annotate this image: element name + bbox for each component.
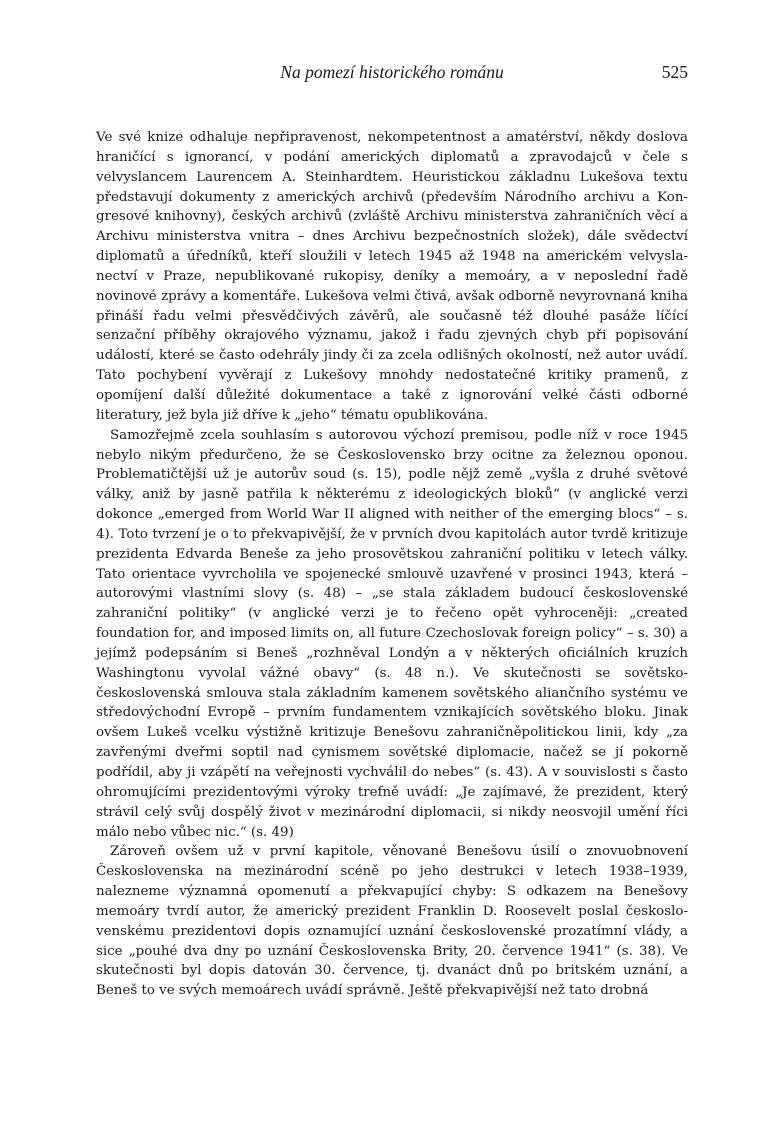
paragraph: Samozřejmě zcela souhlasím s autorovou výchozí premisou, podle níž v roce 1945 nebylo nikým předurčeno, že se Československo brzy ocitne za železnou oponou. Problematičtější už je autorův soud (s. 15), podle nějž země „vyšla z druhé světové války, aniž by jasně patřila k některému z ideologických bloků“ (v anglické verzi dokonce „emerged from World War II aligned with neither of the emerging blocs“ – s. 4). Toto tvrzení je o to překvapivější, že v prvních dvou kapitolách autor tvrdě kritizuje prezidenta Edvarda Beneše za jeho prosovětskou zahraniční politiku v letech války. Tato orientace vyvrcholila ve spojenecké smlouvě uzavřené v prosinci 1943, která – autorovými vlastními slovy (s. 48) – „se stala základem budoucí československé zahraniční politiky“ (v anglické verzi je to řečeno opět vyhroceněji: „created foundation for, and imposed limits on, all future Czechoslovak foreign policy“ – s. 30) a jejímž podepsáním si Beneš „rozhněval Londýn a v některých oficiálních kruzích Washingtonu vyvolal vážné obavy“ (s. 48 n.). Ve skutečnosti se sovětsko-československá smlouva stala základním kamenem sovětského aliančního systému ve středovýchodní Evropě – prvním fundamentem vznikajících sovětského bloku. Jinak ovšem Lukeš vcelku výstižně kritizuje Benešovu zahraničněpolitickou linii, kdy „za zavřenými dveřmi soptil nad cynismem sovětské diplomacie, načež se jí pokorně podřídil, aby ji vzápětí na veřejnosti vychválil do nebes“ (s. 43). A v souvislosti s často ohromujícími prezidentovými výroky trefně uvádí: „Je zajímavé, že prezident, který strávil celý svůj dospělý život v mezinárodní diplomacii, si nikdy neosvojil umění říci málo nebo vůbec nic.“ (s. 49): [96, 427, 688, 840]
book-page: [96, 56, 688, 1001]
page-number: 525: [661, 62, 688, 82]
paragraph: Ve své knize odhaluje nepřipravenost, nekompetentnost a amatérství, někdy doslova hraničící s ignorancí, v podání amerických diplomatů a zpravodajců v čele s velvyslancem Laurencem A. Steinhardtem. Heuristickou základnu Lukešova textu představují dokumenty z amerických archivů (především Národního archivu a Kongresové knihovny), českých archivů (zvláště Archivu ministerstva zahraničních věcí a Archivu ministerstva vnitra – dnes Archivu bezpečnostních složek), dále svědectví diplomatů a úředníků, kteří sloužili v letech 1945 až 1948 na americkém velvyslanectví v Praze, nepublikované rukopisy, deníky a memoáry, a v neposlední řadě novinové zprávy a komentáře. Lukešova velmi čtivá, avšak odborně nevyrovnaná kniha přináší řadu velmi přesvědčivých závěrů, ale současně též dlouhé pasáže líčící senzační příběhy okrajového významu, jakož i řadu zjevných chyb při popisování událostí, které se často odehrály jindy či za zcela odlišných okolností, než autor uvádí. Tato pochybení vyvěrají z Lukešovy mnohdy nedostatečné kritiky pramenů, z opomíjení další důležité dokumentace a také z ignorování velké části odborné literatury, jež byla již dříve k „jeho“ tématu opublikována.: [96, 130, 688, 423]
paragraph: Zároveň ovšem už v první kapitole, věnované Benešovu úsilí o znovuobnovení Československa na mezinárodní scéně po jeho destrukci v letech 1938–1939, nalezneme významná opomenutí a překvapující chyby: S odkazem na Benešovy memoáry tvrdí autor, že americký prezident Franklin D. Roosevelt poslal československému prezidentovi dopis oznamující uznání československé prozatímní vlády, a sice „pouhé dva dny po uznání Československa Brity, 20. července 1941“ (s. 38). Ve skutečnosti byl dopis datován 30. července, tj. dvanáct dnů po britském uznání, a Beneš to ve svých memoárech uvádí správně. Ještě překvapivější než tato drobná: [96, 844, 688, 999]
running-header: [96, 56, 688, 88]
body-text: [96, 128, 688, 1001]
running-title: Na pomezí historického románu: [280, 62, 504, 82]
